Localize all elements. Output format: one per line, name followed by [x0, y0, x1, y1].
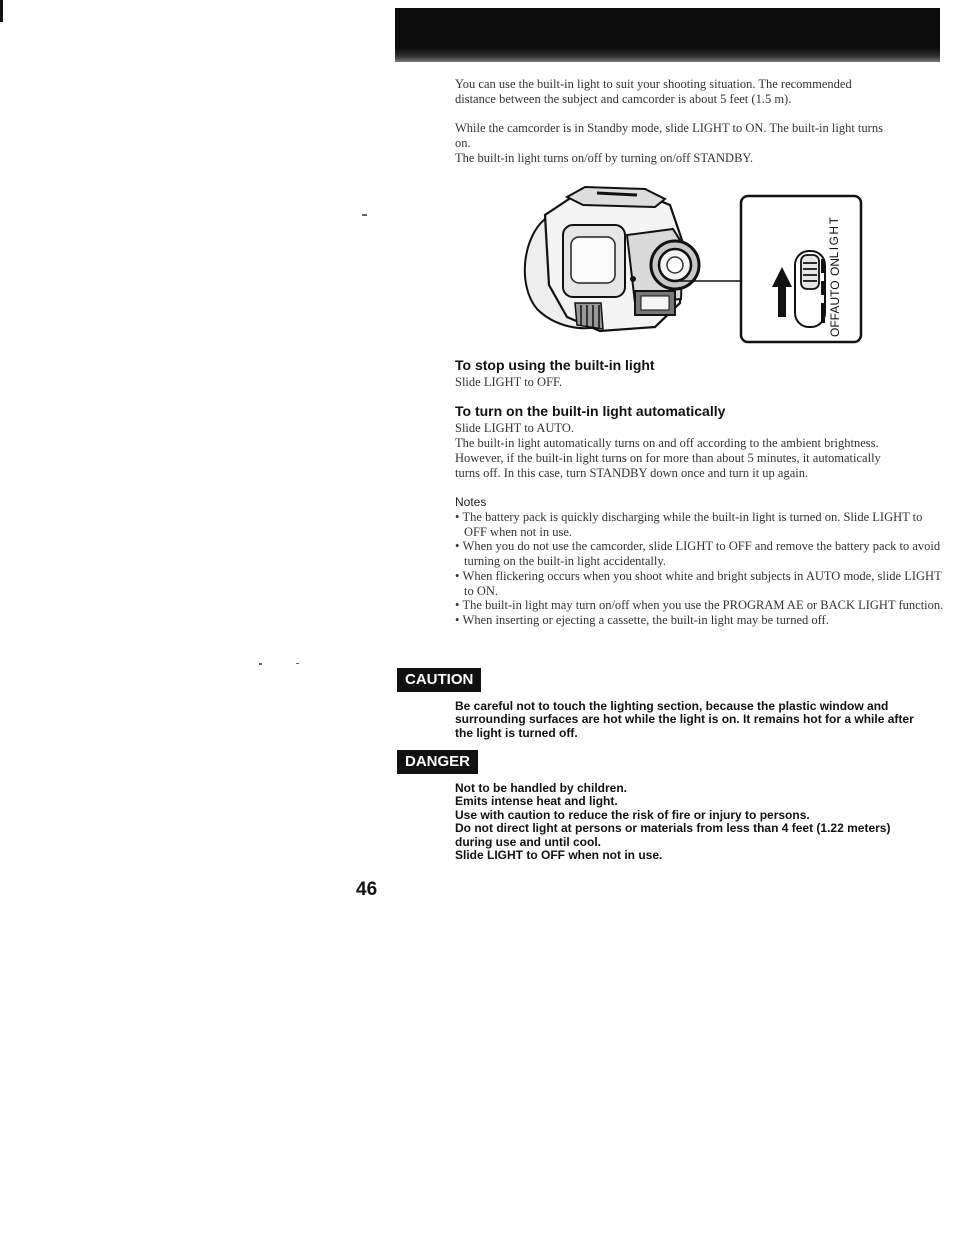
list-item: • When flickering occurs when you shoot white and bright subjects in AUTO mode, slide LIGHT to ON.	[455, 569, 945, 598]
scan-speck	[296, 663, 299, 664]
stop-body: Slide LIGHT to OFF.	[455, 375, 563, 389]
danger-line: Not to be handled by children.	[455, 781, 628, 795]
danger-line: during use and until cool.	[455, 834, 601, 849]
caution-line: surrounding surfaces are hot while the light is on. It remains hot for a while after	[455, 712, 914, 727]
camcorder-illustration	[505, 185, 867, 345]
scan-speck	[259, 663, 262, 665]
intro-line: The built-in light turns on/off by turning on/off STANDBY.	[455, 151, 753, 165]
danger-line: Use with caution to reduce the risk of fire or injury to persons.	[455, 807, 810, 822]
scan-speck	[362, 214, 367, 216]
danger-label: DANGER	[397, 750, 478, 774]
auto-line: Slide LIGHT to AUTO.	[455, 421, 574, 435]
intro-line: You can use the built-in light to suit your shooting situation. The recommended	[455, 77, 852, 91]
intro-line: distance between the subject and camcorder is about 5 feet (1.5 m).	[455, 92, 792, 106]
caution-line: Be careful not to touch the lighting section, because the plastic window and	[455, 699, 889, 713]
list-item: • The built-in light may turn on/off when you use the PROGRAM AE or BACK LIGHT function.	[455, 598, 945, 613]
stop-heading: To stop using the built-in light	[455, 357, 655, 373]
auto-heading: To turn on the built-in light automatically	[455, 403, 726, 419]
switch-position-off: OFF	[828, 313, 842, 337]
margin-mark	[0, 0, 3, 22]
auto-line: The built-in light automatically turns on and off according to the ambient brightness.	[455, 436, 879, 450]
switch-title-label: LIGHT	[827, 215, 841, 259]
auto-line: turns off. In this case, turn STANDBY down once and turn it up again.	[455, 466, 809, 480]
caution-line: the light is turned off.	[455, 725, 578, 740]
intro-line: While the camcorder is in Standby mode, slide LIGHT to ON. The built-in light turns	[455, 121, 883, 135]
page-number: 46	[356, 879, 378, 900]
danger-line: Emits intense heat and light.	[455, 794, 618, 809]
switch-position-on: ON	[828, 258, 842, 276]
caution-label: CAUTION	[397, 668, 481, 692]
notes-heading: Notes	[455, 495, 487, 509]
list-item: • When inserting or ejecting a cassette, the built-in light may be turned off.	[455, 613, 945, 628]
section-header-bar	[395, 8, 940, 62]
list-item: • When you do not use the camcorder, slide LIGHT to OFF and remove the battery pack to avoid turning on the built-in light accidentally.	[455, 539, 945, 568]
list-item: • The battery pack is quickly discharging while the built-in light is turned on. Slide LIGHT to OFF when not in use.	[455, 510, 945, 539]
switch-position-auto: AUTO	[828, 280, 842, 314]
danger-text	[455, 782, 890, 862]
notes-list	[455, 510, 945, 628]
danger-line: Do not direct light at persons or materials from less than 4 feet (1.22 meters)	[455, 821, 891, 836]
caution-text	[455, 700, 914, 740]
intro-line: on.	[455, 136, 471, 150]
auto-line: However, if the built-in light turns on for more than about 5 minutes, it automatically	[455, 451, 881, 465]
danger-line: Slide LIGHT to OFF when not in use.	[455, 848, 663, 863]
